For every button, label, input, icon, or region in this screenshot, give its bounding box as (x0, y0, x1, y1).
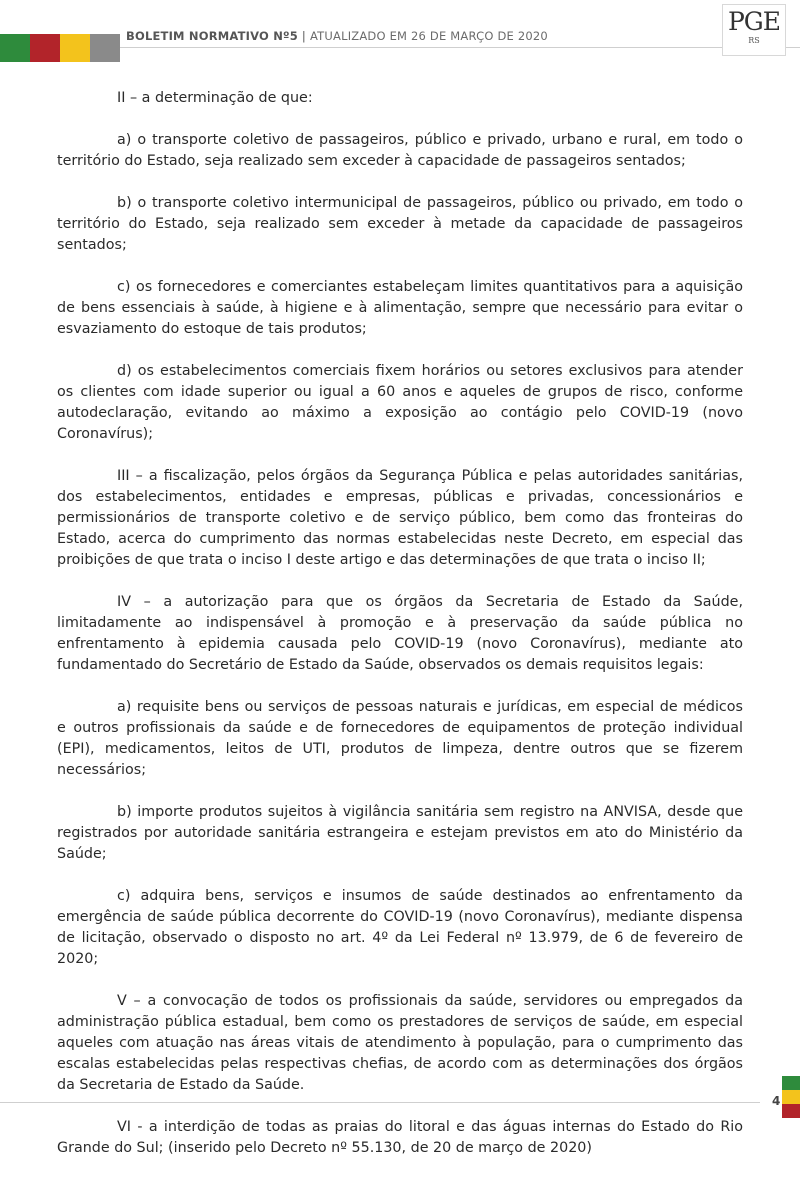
paragraph: a) requisite bens ou serviços de pessoas naturais e jurídicas, em especial de médicos e outros profissionais da saúde e de fornecedores de equipamentos de proteção individual (EPI), medicamentos, leitos de UTI, produtos de limpeza, dentre outros que se fizerem necessários; (57, 699, 743, 778)
paragraph: c) adquira bens, serviços e insumos de saúde destinados ao enfrentamento da emergência de saúde pública decorrente do COVID-19 (novo Coronavírus), mediante dispensa de licitação, observado o disposto no art. 4º da Lei Federal nº 13.979, de 6 de fevereiro de 2020; (57, 888, 743, 967)
footer-divider (0, 1102, 760, 1103)
corner-green (782, 1076, 800, 1090)
paragraph: b) importe produtos sujeitos à vigilância sanitária sem registro na ANVISA, desde que registrados por autoridade sanitária estrangeira e estejam previstos em ato do Ministério da Saúde; (57, 804, 743, 862)
logo-main-text: PGE (727, 7, 781, 36)
color-stripes (0, 34, 120, 62)
header-divider (120, 47, 800, 48)
page-number: 4 (772, 1094, 781, 1108)
green-stripe (0, 34, 30, 62)
gray-stripe (90, 34, 120, 62)
paragraph: III – a fiscalização, pelos órgãos da Segurança Pública e pelas autoridades sanitárias, dos estabelecimentos, entidades e empresas, públicas e privadas, concessionários e permissionários de transporte coletivo e de serviço público, bem como das fronteiras do Estado, acerca do cumprimento das normas estabelecidas neste Decreto, em especial das proibições de que trata o inciso I deste artigo e das determinações de que trata o inciso II; (57, 468, 743, 568)
paragraph: c) os fornecedores e comerciantes estabeleçam limites quantitativos para a aquisição de bens essenciais à saúde, à higiene e à alimentação, sempre que necessário para evitar o esvaziamento do estoque de tais produtos; (57, 279, 743, 337)
paragraph: II – a determinação de que: (117, 90, 313, 106)
bulletin-label: BOLETIM NORMATIVO Nº5 (126, 29, 298, 43)
page-header (0, 0, 800, 64)
paragraph: IV – a autorização para que os órgãos da Secretaria de Estado da Saúde, limitadamente ao indispensável à promoção e à preservação da saúde pública no enfrentamento à epidemia causada pelo COVID-19 (novo Coronavírus), mediante ato fundamentado do Secretário de Estado da Saúde, observados os demais requisitos legais: (57, 594, 743, 673)
pge-logo (722, 4, 786, 56)
corner-red (782, 1104, 800, 1118)
document-body (57, 88, 743, 1180)
paragraph: V – a convocação de todos os profissionais da saúde, servidores ou empregados da administração pública estadual, bem como os prestadores de serviços de saúde, em especial aqueles com atuação nas áreas vitais de atendimento à população, para o cumprimento das escalas estabelecidas pelas respectivas chefias, de acordo com as determinações dos órgãos da Secretaria de Estado da Saúde. (57, 993, 743, 1093)
header-title (126, 29, 548, 43)
red-stripe (30, 34, 60, 62)
header-separator: | (301, 29, 306, 43)
corner-stripes (782, 1076, 800, 1131)
paragraph: d) os estabelecimentos comerciais fixem horários ou setores exclusivos para atender os clientes com idade superior ou igual a 60 anos e aqueles de grupos de risco, conforme autodeclaração, evitando ao máximo a exposição ao contágio pelo COVID-19 (novo Coronavírus); (57, 363, 743, 442)
paragraph: b) o transporte coletivo intermunicipal de passageiros, público ou privado, em todo o território do Estado, seja realizado sem exceder à metade da capacidade de passageiros sentados; (57, 195, 743, 253)
paragraph: a) o transporte coletivo de passageiros, público e privado, urbano e rural, em todo o território do Estado, seja realizado sem exceder à capacidade de passageiros sentados; (57, 132, 743, 169)
paragraph: VI - a interdição de todas as praias do litoral e das águas internas do Estado do Rio Grande do Sul; (inserido pelo Decreto nº 55.130, de 20 de março de 2020) (57, 1119, 743, 1156)
updated-label: ATUALIZADO EM 26 DE MARÇO DE 2020 (310, 29, 548, 43)
logo-sub-text: RS (748, 36, 760, 45)
yellow-stripe (60, 34, 90, 62)
corner-yellow (782, 1090, 800, 1104)
